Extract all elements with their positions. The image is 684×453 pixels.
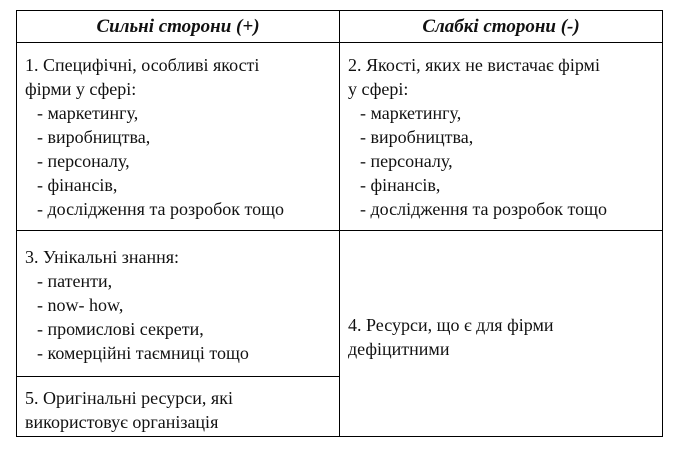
cell-strengths-qualities bbox=[25, 53, 284, 221]
list-item: - дослідження та розробок тощо bbox=[360, 199, 608, 219]
column-divider bbox=[339, 11, 340, 436]
list-item: - дослідження та розробок тощо bbox=[37, 199, 285, 219]
cell-text: дефіцитними bbox=[348, 339, 450, 359]
row-divider bbox=[17, 230, 662, 231]
list-item: - патенти, bbox=[37, 271, 113, 291]
cell-text: використовує організація bbox=[25, 412, 219, 432]
cell-text: 5. Оригінальні ресурси, які bbox=[25, 388, 233, 408]
header-strengths: Сильні сторони (+) bbox=[96, 16, 260, 37]
list-item: - виробництва, bbox=[360, 127, 474, 147]
cell-weaknesses-qualities bbox=[348, 53, 607, 221]
cell-text: 3. Унікальні знання: bbox=[25, 247, 180, 267]
cell-deficit-resources bbox=[348, 313, 554, 361]
list-item: - виробництва, bbox=[37, 127, 151, 147]
list-item: - персоналу, bbox=[37, 151, 130, 171]
cell-original-resources bbox=[25, 386, 233, 434]
cell-text: фірми у сфері: bbox=[25, 79, 137, 99]
cell-unique-knowledge bbox=[25, 245, 249, 365]
header-weaknesses: Слабкі сторони (-) bbox=[422, 16, 580, 37]
list-item: - маркетингу, bbox=[37, 103, 139, 123]
list-item: - персоналу, bbox=[360, 151, 453, 171]
cell-text: у сфері: bbox=[348, 79, 409, 99]
list-item: - комерційні таємниці тощо bbox=[37, 343, 249, 363]
cell-text: 1. Специфічні, особливі якості bbox=[25, 55, 260, 75]
cell-text: 2. Якості, яких не вистачає фірмі bbox=[348, 55, 600, 75]
cell-text: 4. Ресурси, що є для фірми bbox=[348, 315, 554, 335]
list-item: - now- how, bbox=[37, 295, 124, 315]
list-item: - фінансів, bbox=[37, 175, 118, 195]
header-divider bbox=[17, 42, 662, 43]
list-item: - маркетингу, bbox=[360, 103, 462, 123]
row-divider-left bbox=[17, 376, 339, 377]
swot-table bbox=[16, 10, 663, 437]
list-item: - фінансів, bbox=[360, 175, 441, 195]
list-item: - промислові секрети, bbox=[37, 319, 204, 339]
